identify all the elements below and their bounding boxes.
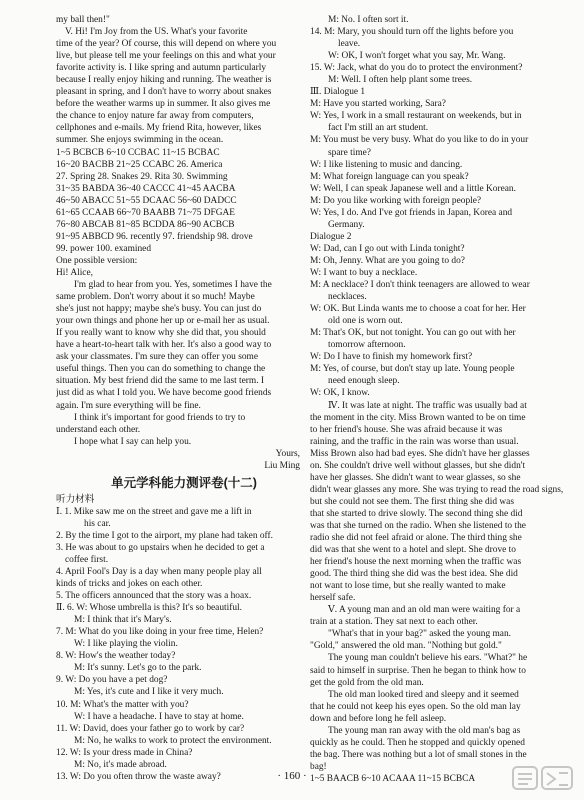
- text-line: his car.: [84, 518, 111, 529]
- listening-material-heading: 听力材料: [56, 493, 95, 505]
- text-line: W: OK, I won't forget what you say, Mr. Wang.: [328, 51, 506, 62]
- text-line: down and before long he fell asleep.: [310, 713, 447, 724]
- text-line: 27. Spring 28. Snakes 29. Rita 30. Swimming: [56, 171, 228, 182]
- text-line: W: I like playing the violin.: [74, 639, 178, 650]
- text-line: W: Dad, can I go out with Linda tonight?: [310, 243, 465, 254]
- text-line: 2. By the time I got to the airport, my plane had taken off.: [56, 530, 273, 541]
- text-line: live, but please tell me your feelings on this and what your: [56, 51, 276, 62]
- text-line: need enough sleep.: [328, 376, 400, 387]
- text-line: W: I like listening to music and dancing.: [310, 159, 463, 170]
- text-line: W: Yes, I do. And I've got friends in Japan, Korea and: [310, 207, 513, 218]
- text-line: train at a station. They sat next to each other.: [310, 617, 478, 628]
- text-line: she's just not happy; maybe she's busy. You can just do: [56, 304, 262, 315]
- text-line: that he could not keep his eyes open. So the old man lay: [310, 701, 521, 712]
- text-line: Hi! Alice,: [56, 267, 93, 278]
- text-line: fact I'm still an art student.: [328, 123, 429, 134]
- text-line: 3. He was about to go upstairs when he decided to get a: [56, 542, 265, 553]
- text-line: M: No, he walks to work to protect the environment.: [74, 735, 272, 746]
- text-line: the moment in the city. Miss Brown wanted to be on time: [310, 412, 526, 423]
- text-line: 11. W: David, does your father go to work by car?: [56, 723, 245, 734]
- watermark-logo: [512, 764, 576, 794]
- text-line: raining, and the traffic in the rain was worse than usual.: [310, 436, 519, 447]
- text-line: Miss Brown also had bad eyes. She didn't have her glasses: [310, 448, 530, 459]
- text-line: Dialogue 2: [310, 231, 352, 242]
- text-line: good. The third thing she did was the best idea. She did: [310, 569, 518, 580]
- text-line: to her friend's house. She was afraid because it was: [310, 424, 503, 435]
- text-line: have a heart-to-heart talk with her. It's also a good way to: [56, 340, 272, 351]
- text-line: quickly as he could. Then he stopped and quickly opened: [310, 737, 525, 748]
- text-line: M: You must be very busy. What do you like to do in your: [310, 135, 529, 146]
- text-line: coffee first.: [65, 554, 109, 565]
- text-line: 8. W: How's the weather today?: [56, 651, 176, 662]
- text-line: 13. W: Do you often throw the waste away?: [56, 771, 221, 782]
- answer-and-essay-block: [56, 14, 312, 472]
- text-line: not want to lose time, but she really wanted to make: [310, 581, 506, 592]
- text-line: M: Well. I often help plant some trees.: [328, 75, 473, 86]
- text-line: W: Do I have to finish my homework first?: [310, 352, 473, 363]
- text-line: V. Hi! I'm Joy from the US. What's your favorite: [65, 27, 248, 38]
- text-line: her friend's house the next morning when the traffic was: [310, 557, 522, 568]
- text-line: your own things and phone her up or e-mail her as usual.: [56, 316, 270, 327]
- text-line: M: That's OK, but not tonight. You can go out with her: [310, 328, 516, 339]
- text-line: W: I have a headache. I have to stay at home.: [74, 711, 244, 722]
- text-line: W: OK. But Linda wants me to choose a coat for her. Her: [310, 304, 526, 315]
- text-line: kinds of tricks and jokes on each other.: [56, 579, 203, 590]
- text-line: because I really enjoy hiking and running. The weather is: [56, 75, 272, 86]
- text-line: pleasant in spring, and I don't have to worry about snakes: [56, 87, 272, 98]
- text-line: W: Well, I can speak Japanese well and a little Korean.: [310, 183, 516, 194]
- text-line: the chance to enjoy nature far away from computers,: [56, 111, 254, 122]
- text-line: same problem. Don't worry about it so much! Maybe: [56, 292, 255, 303]
- text-line: The old man looked tired and sleepy and it seemed: [328, 689, 519, 700]
- text-line: "What's that in your bag?" asked the young man.: [328, 629, 511, 640]
- text-line: "Gold," answered the old man. "Nothing but gold.": [310, 641, 502, 652]
- text-line: I'm glad to hear from you. Yes, sometimes I have the: [74, 280, 272, 291]
- text-line: tomorrow afternoon.: [328, 340, 406, 351]
- text-line: just did as what I told you. We have become good friends: [56, 388, 272, 399]
- text-line: didn't wear glasses any more. She was trying to read the road signs,: [310, 484, 564, 495]
- page-number: · 160 ·: [277, 770, 307, 782]
- text-line: One possible version:: [56, 255, 138, 266]
- text-line: 9. W: Do you have a pet dog?: [56, 675, 168, 686]
- text-line: ask your classmates. I'm sure they can offer you some: [56, 352, 258, 363]
- text-line: Liu Ming: [264, 460, 300, 471]
- text-line: understand each other.: [56, 424, 141, 435]
- transcript-continued-block: [310, 14, 568, 785]
- text-line: If you really want to know why she did that, you should: [56, 328, 266, 339]
- text-line: Yours,: [275, 448, 300, 459]
- text-line: 31~35 BABDA 36~40 CACCC 41~45 AACBA: [56, 183, 236, 194]
- text-line: I hope what I say can help you.: [74, 436, 192, 447]
- right-column: [310, 14, 568, 785]
- text-line: 4. April Fool's Day is a day when many people play all: [56, 567, 262, 578]
- text-line: M: What foreign language can you speak?: [310, 171, 469, 182]
- text-line: Ⅰ. 1. Mike saw me on the street and gave me a lift in: [56, 506, 252, 517]
- text-line: 14. M: Mary, you should turn off the lights before you: [310, 27, 514, 38]
- text-line: M: A necklace? I don't think teenagers are allowed to wear: [310, 280, 530, 291]
- text-line: 16~20 BACBB 21~25 CCABC 26. America: [56, 159, 223, 170]
- text-line: M: It's sunny. Let's go to the park.: [74, 663, 202, 674]
- text-line: The young man ran away with the old man's bag as: [328, 725, 521, 736]
- section-title: 单元学科能力测评卷(十二): [111, 475, 257, 490]
- text-line: M: Have you started working, Sara?: [310, 99, 446, 110]
- text-line: on. She couldn't drive well without glasses, but she didn't: [310, 460, 526, 471]
- text-line: M: Do you like working with foreign people?: [310, 195, 482, 206]
- text-line: herself safe.: [310, 593, 356, 604]
- left-column: [56, 14, 312, 783]
- text-line: 61~65 CCAAB 66~70 BAABB 71~75 DFGAE: [56, 207, 236, 218]
- text-line: 1~5 BCBCB 6~10 CCBAC 11~15 BCBAC: [56, 147, 220, 158]
- text-line: but she could not see them. The first thing she did was: [310, 496, 514, 507]
- text-line: M: No, it's made abroad.: [74, 759, 167, 770]
- text-line: necklaces.: [328, 292, 367, 303]
- text-line: time of the year? Of course, this will depend on where you: [56, 39, 277, 50]
- text-line: M: Yes, it's cute and I like it very much.: [74, 687, 224, 698]
- text-line: W: Yes, I work in a small restaurant on weekends, but in: [310, 111, 522, 122]
- text-line: M: Yes, of course, but don't stay up late. Young people: [310, 364, 515, 375]
- text-line: 5. The officers announced that the story was a hoax.: [56, 591, 252, 602]
- text-line: spare time?: [328, 147, 371, 158]
- text-line: M: No. I often sort it.: [328, 15, 409, 25]
- text-line: I think it's important for good friends to try to: [74, 412, 246, 423]
- text-line: get the gold from the old man.: [310, 677, 424, 688]
- text-line: W: OK, I know.: [310, 388, 370, 399]
- text-line: Germany.: [328, 219, 365, 230]
- text-line: again. I'm sure everything will be fine.: [56, 400, 201, 411]
- text-line: Ⅲ. Dialogue 1: [310, 87, 366, 98]
- text-line: the bag. There was nothing but a lot of small stones in the: [310, 749, 527, 760]
- listening-transcript-block: [56, 506, 312, 783]
- text-line: favorite activity is. I like spring and autumn particularly: [56, 63, 267, 74]
- text-line: radio she did not feel afraid or alone. The third thing she: [310, 533, 522, 544]
- text-line: 10. M: What's the matter with you?: [56, 699, 189, 710]
- text-line: 7. M: What do you like doing in your free time, Helen?: [56, 627, 264, 638]
- text-line: said to himself in surprise. Then he began to think how to: [310, 665, 526, 676]
- text-line: bag!: [310, 761, 327, 772]
- text-line: Ⅱ. 6. W: Whose umbrella is this? It's so beautiful.: [56, 603, 242, 614]
- text-line: have her glasses. She didn't want to wear glasses, so she: [310, 472, 521, 483]
- text-line: W: I want to buy a necklace.: [310, 267, 418, 278]
- text-line: that she started to drive slowly. The second thing she did: [310, 508, 523, 519]
- text-line: was that she turned on the radio. When she listened to the: [310, 520, 526, 531]
- text-line: 1~5 BAACB 6~10 ACAAA 11~15 BCBCA: [310, 773, 476, 784]
- text-line: 99. power 100. examined: [56, 243, 152, 254]
- text-line: cellphones and e-mails. My friend Rita, however, likes: [56, 123, 262, 134]
- text-line: 76~80 ABCAB 81~85 BCDDA 86~90 ACBCB: [56, 219, 235, 230]
- text-line: M: I think that it's Mary's.: [74, 615, 172, 626]
- text-line: Ⅴ. A young man and an old man were waiting for a: [328, 605, 521, 616]
- text-line: my ball then!": [56, 15, 110, 25]
- text-line: did was that she went to a hotel and slept. She drove to: [310, 545, 516, 556]
- text-line: leave.: [338, 39, 361, 50]
- text-line: 91~95 ABBCD 96. recently 97. friendship 98. drove: [56, 231, 253, 242]
- text-line: before the weather warms up in summer. It also gives me: [56, 99, 271, 110]
- text-line: The young man couldn't believe his ears. "What?" he: [328, 653, 528, 664]
- text-line: 12. W: Is your dress made in China?: [56, 747, 193, 758]
- text-line: 15. W: Jack, what do you do to protect the environment?: [310, 63, 523, 74]
- text-line: situation. My best friend did the same to me last term. I: [56, 376, 265, 387]
- text-line: Ⅳ. It was late at night. The traffic was usually bad at: [328, 400, 527, 411]
- text-line: 46~50 ABACC 51~55 DCAAC 56~60 DADCC: [56, 195, 237, 206]
- text-line: summer. She enjoys swimming in the ocean.: [56, 135, 224, 146]
- text-line: old one is worn out.: [328, 316, 403, 327]
- text-line: useful things. Then you can do something to change the: [56, 364, 266, 375]
- text-line: M: Oh, Jenny. What are you going to do?: [310, 255, 465, 266]
